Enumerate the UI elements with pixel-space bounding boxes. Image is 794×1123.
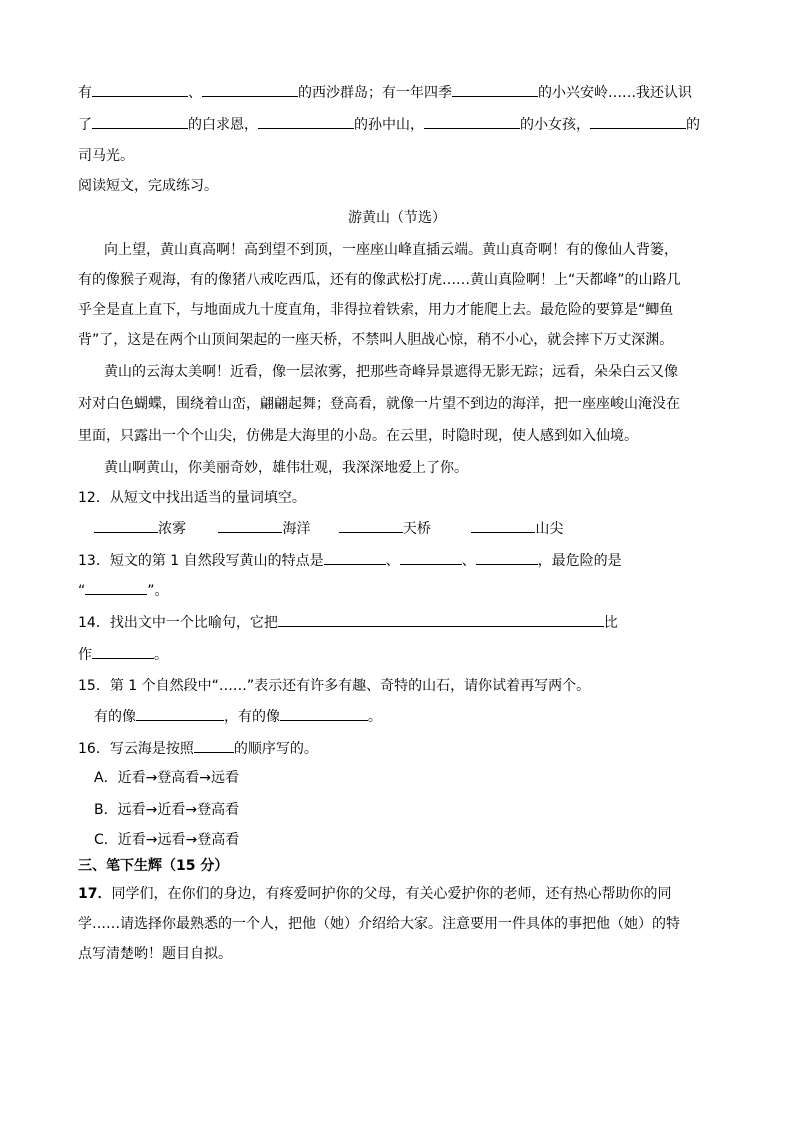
q13-line-1 bbox=[78, 550, 622, 571]
text: 有的像 bbox=[94, 709, 136, 725]
text: 、 bbox=[461, 553, 476, 569]
prev-question-line-3: 司马光。 bbox=[78, 148, 134, 164]
answer-blank[interactable] bbox=[400, 550, 462, 565]
answer-blank[interactable] bbox=[258, 114, 354, 129]
answer-blank[interactable] bbox=[278, 612, 604, 627]
text: 14．找出文中一个比喻句，它把 bbox=[78, 615, 278, 631]
q17-line-1 bbox=[78, 884, 671, 904]
passage-p2-line: 里面，只露出一个个山尖，仿佛是大海里的小岛。在云里，时隐时现，使人感到如入仙境。 bbox=[78, 428, 638, 444]
text: 16．写云海是按照 bbox=[78, 741, 194, 757]
q12-stem: 12．从短文中找出适当的量词填空。 bbox=[78, 490, 306, 506]
q12-item: 浓雾 bbox=[158, 521, 186, 537]
answer-blank[interactable] bbox=[476, 550, 538, 565]
text: 的顺序写的。 bbox=[233, 741, 318, 757]
text: 的小女孩， bbox=[520, 117, 590, 133]
section-heading: 三、笔下生辉（15 分） bbox=[78, 858, 229, 874]
text: 的孙中山， bbox=[354, 117, 424, 133]
q14-line-2 bbox=[78, 644, 168, 665]
answer-blank[interactable] bbox=[280, 706, 368, 721]
answer-blank[interactable] bbox=[92, 82, 188, 97]
text: 同学们，在你们的身边，有疼爱呵护你的父母，有关心爱护你的老师，还有热心帮助你的同 bbox=[111, 886, 672, 902]
answer-blank[interactable] bbox=[85, 580, 147, 595]
text: 比 bbox=[603, 615, 618, 631]
prev-question-line-2 bbox=[78, 114, 700, 135]
text: 、 bbox=[385, 553, 400, 569]
answer-blank[interactable] bbox=[339, 518, 403, 533]
q17-line: 学……请选择你最熟悉的一个人，把他（她）介绍给大家。注意要用一件具体的事把他（她）的特 bbox=[78, 916, 680, 932]
q12-blanks bbox=[94, 518, 563, 539]
q16-option-c[interactable]: C．近看→远看→登高看 bbox=[94, 832, 240, 848]
answer-blank[interactable] bbox=[452, 82, 538, 97]
text: 的西沙群岛；有一年四季 bbox=[298, 85, 452, 101]
text: “ bbox=[78, 583, 86, 599]
q16-stem bbox=[78, 738, 318, 759]
text: 的白求恩， bbox=[188, 117, 258, 133]
text: 的小兴安岭……我还认识 bbox=[538, 85, 692, 101]
text: 。 bbox=[154, 647, 168, 663]
passage-p1-line: 乎全是直上直下，与地面成九十度直角，非得拉着铁索，用力才能爬上去。最危险的要算是“鲫鱼 bbox=[78, 302, 674, 318]
q16-option-b[interactable]: B．远看→近看→登高看 bbox=[94, 802, 240, 818]
answer-blank[interactable] bbox=[471, 518, 535, 533]
passage-p2-line: 黄山的云海太美啊！近看，像一层浓雾，把那些奇峰异景遮得无影无踪；远看，朵朵白云又像 bbox=[104, 364, 678, 380]
passage-p1-line: 背”了，这是在两个山顶间架起的一座天桥，不禁叫人胆战心惊，稍不小心，就会摔下万丈深渊。 bbox=[78, 332, 674, 348]
text: 了 bbox=[78, 117, 92, 133]
text: 有 bbox=[78, 85, 92, 101]
passage-title: 游黄山（节选） bbox=[348, 210, 446, 226]
passage-p1-line: 有的像猴子观海，有的像猪八戒吃西瓜，还有的像武松打虎……黄山真险啊！上“天都峰”的山路几 bbox=[78, 272, 681, 288]
q15-answer-line bbox=[94, 706, 382, 727]
answer-blank[interactable] bbox=[92, 114, 188, 129]
q13-line-2 bbox=[78, 580, 169, 601]
q12-item: 天桥 bbox=[402, 521, 431, 537]
answer-blank[interactable] bbox=[92, 644, 154, 659]
answer-blank[interactable] bbox=[218, 518, 282, 533]
passage-p3-line: 黄山啊黄山，你美丽奇妙，雄伟壮观，我深深地爱上了你。 bbox=[104, 460, 468, 476]
text: ”。 bbox=[147, 583, 169, 599]
reading-instruction: 阅读短文，完成练习。 bbox=[78, 178, 218, 194]
answer-blank[interactable] bbox=[202, 82, 298, 97]
answer-blank[interactable] bbox=[94, 518, 158, 533]
answer-blank[interactable] bbox=[194, 738, 234, 753]
answer-blank[interactable] bbox=[424, 114, 520, 129]
answer-blank[interactable] bbox=[324, 550, 386, 565]
answer-blank[interactable] bbox=[590, 114, 686, 129]
q16-option-a[interactable]: A．近看→登高看→远看 bbox=[94, 770, 240, 786]
text: 、 bbox=[188, 85, 202, 101]
prev-question-line-1 bbox=[78, 82, 692, 103]
question-number: 17． bbox=[78, 886, 112, 902]
text: 。 bbox=[368, 709, 382, 725]
text: ，有的像 bbox=[224, 709, 280, 725]
text: 作 bbox=[78, 647, 92, 663]
answer-blank[interactable] bbox=[136, 706, 224, 721]
q14-line-1 bbox=[78, 612, 618, 633]
text: 的 bbox=[686, 117, 700, 133]
text: ，最危险的是 bbox=[537, 553, 622, 569]
passage-p2-line: 对对白色蝴蝶，围绕着山峦，翩翩起舞；登高看，就像一片望不到边的海洋，把一座座峻山淹没在 bbox=[78, 396, 680, 412]
q12-item: 海洋 bbox=[282, 521, 311, 537]
q12-item: 山尖 bbox=[535, 521, 564, 537]
text: 13．短文的第 1 自然段写黄山的特点是 bbox=[78, 553, 324, 569]
q17-line: 点写清楚哟！题目自拟。 bbox=[78, 946, 232, 962]
passage-p1-line: 向上望，黄山真高啊！高到望不到顶，一座座山峰直插云端。黄山真奇啊！有的像仙人背篓， bbox=[104, 242, 678, 258]
q15-stem: 15．第 1 个自然段中“……”表示还有许多有趣、奇特的山石，请你试着再写两个。 bbox=[78, 678, 591, 694]
